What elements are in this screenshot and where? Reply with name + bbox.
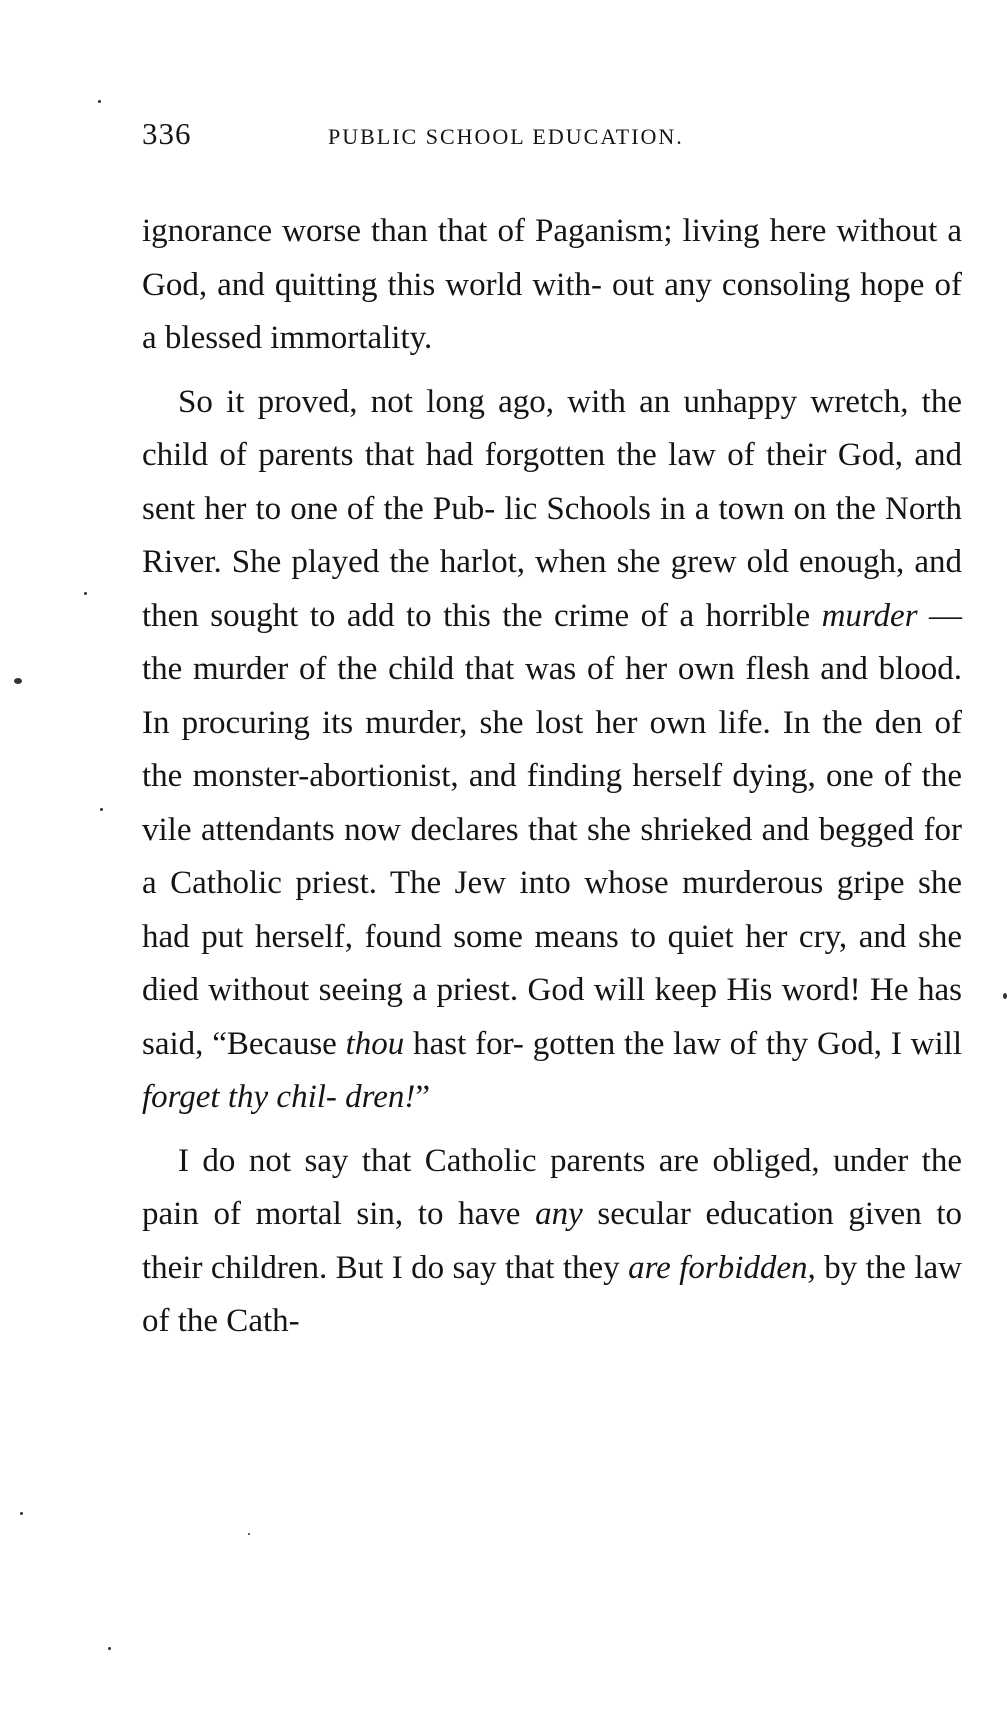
paragraph-2-text-3: hast for- gotten the law of thy God, I will bbox=[404, 1025, 962, 1062]
paragraph-2-text-2: — the murder of the child that was of her own flesh and blood. In procuring its murder, she lost her own life. In the den of the monster-abortionist, and finding herself dying, one of the vile attendants now declares that she shrieked and begged for a Catholic priest. The Jew into whose murderous gripe she had put herself, found some means to quiet her cry, and she died without seeing a priest. God will keep His word! He has said, “Because bbox=[142, 597, 963, 1062]
paragraph-2-italic-3: forget thy chil- dren! bbox=[142, 1079, 416, 1115]
paragraph-2 bbox=[142, 376, 962, 1125]
paragraph-2-text-1: So it proved, not long ago, with an unhappy wretch, the child of parents that had forgotten the law of their God, and sent her to one of the Pub- lic Schools in a town on the North River. She played the harlot, when she grew old enough, and then sought to add to this the crime of a horrible bbox=[142, 383, 962, 634]
paragraph-3-text-1: I do not say that Catholic parents are obliged, under the pain of mortal sin, to have bbox=[142, 1142, 962, 1232]
paragraph-2-italic-2: thou bbox=[345, 1025, 405, 1062]
scan-speck bbox=[84, 592, 87, 595]
page-header bbox=[142, 116, 962, 156]
paragraph-2-text-4: ” bbox=[415, 1079, 431, 1115]
body-text bbox=[142, 205, 962, 1349]
paragraph-1-text: ignorance worse than that of Paganism; living here without a God, and quitting this world with- out any consoling hope of a blessed immortality. bbox=[142, 213, 962, 356]
scan-speck bbox=[108, 1647, 111, 1650]
scan-speck bbox=[100, 808, 103, 811]
scan-speck bbox=[1003, 993, 1007, 999]
paragraph-1 bbox=[142, 205, 962, 366]
scan-speck bbox=[98, 100, 101, 103]
page-number: 336 bbox=[142, 116, 192, 151]
paragraph-3 bbox=[142, 1135, 962, 1349]
running-title: PUBLIC SCHOOL EDUCATION. bbox=[328, 124, 684, 149]
scan-speck bbox=[20, 1512, 23, 1515]
paragraph-3-italic-1: any bbox=[535, 1196, 583, 1232]
paragraph-3-italic-2: are forbidden, bbox=[628, 1249, 816, 1286]
scan-speck bbox=[14, 678, 22, 684]
paragraph-3-text-3: by the law of the Cath- bbox=[142, 1249, 962, 1339]
scan-speck bbox=[248, 1533, 250, 1535]
paragraph-2-italic-1: murder bbox=[821, 597, 918, 634]
paragraph-3-text-2: secular education given to their children. But I do say that they bbox=[142, 1196, 963, 1286]
